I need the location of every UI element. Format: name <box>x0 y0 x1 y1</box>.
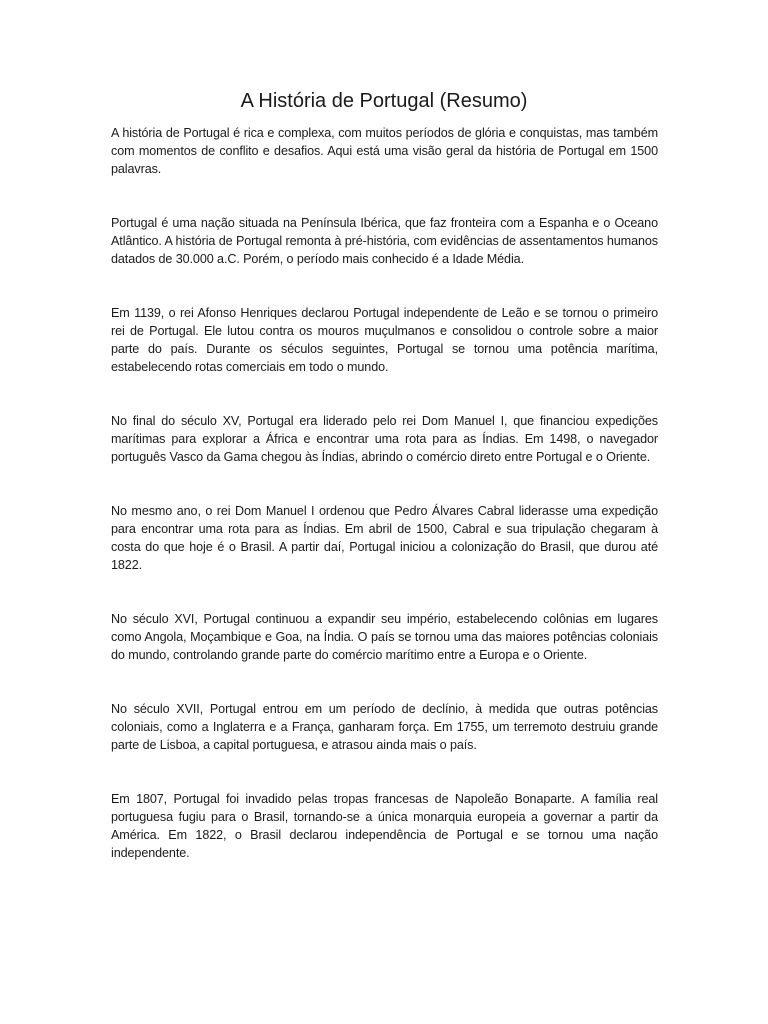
paragraph-geography: Portugal é uma nação situada na Península Ibérica, que faz fronteira com a Espanha e o Oceano Atlântico. A história de Portugal remonta à pré-história, com evidências de assentamentos humanos datados de 30.000 a.C. Porém, o período mais conhecido é a Idade Média. <box>111 216 658 266</box>
paragraph-seculo-xvii: No século XVII, Portugal entrou em um período de declínio, à medida que outras potências coloniais, como a Inglaterra e a França, ganharam força. Em 1755, um terremoto destruiu grande parte de Lisboa, a capital portuguesa, e atrasou ainda mais o país. <box>111 702 658 752</box>
document-title: A História de Portugal (Resumo) <box>240 90 528 112</box>
paragraph-intro: A história de Portugal é rica e complexa, com muitos períodos de glória e conquistas, mas também com momentos de conflito e desafios. Aqui está uma visão geral da história de Portugal em 1500 palavras. <box>111 126 658 176</box>
paragraph-cabral: No mesmo ano, o rei Dom Manuel I ordenou que Pedro Álvares Cabral liderasse uma expedição para encontrar uma rota para as Índias. Em abril de 1500, Cabral e sua tripulação chegaram à costa do que hoje é o Brasil. A partir daí, Portugal iniciou a colonização do Brasil, que durou até 1822. <box>111 504 658 572</box>
document-body <box>111 124 658 898</box>
paragraph-afonso-henriques: Em 1139, o rei Afonso Henriques declarou Portugal independente de Leão e se tornou o primeiro rei de Portugal. Ele lutou contra os mouros muçulmanos e consolidou o controle sobre a maior parte do país. Durante os séculos seguintes, Portugal se tornou uma potência marítima, estabelecendo rotas comerciais em todo o mundo. <box>111 306 658 374</box>
paragraph-seculo-xvi: No século XVI, Portugal continuou a expandir seu império, estabelecendo colônias em lugares como Angola, Moçambique e Goa, na Índia. O país se tornou uma das maiores potências coloniais do mundo, controlando grande parte do comércio marítimo entre a Europa e o Oriente. <box>111 612 658 662</box>
paragraph-napoleao: Em 1807, Portugal foi invadido pelas tropas francesas de Napoleão Bonaparte. A família real portuguesa fugiu para o Brasil, tornando-se a única monarquia europeia a governar a partir da América. Em 1822, o Brasil declarou independência de Portugal e se tornou uma nação independente. <box>111 792 658 860</box>
paragraph-dom-manuel: No final do século XV, Portugal era liderado pelo rei Dom Manuel I, que financiou expedições marítimas para explorar a África e encontrar uma rota para as Índias. Em 1498, o navegador português Vasco da Gama chegou às Índias, abrindo o comércio direto entre Portugal e o Oriente. <box>111 414 658 464</box>
